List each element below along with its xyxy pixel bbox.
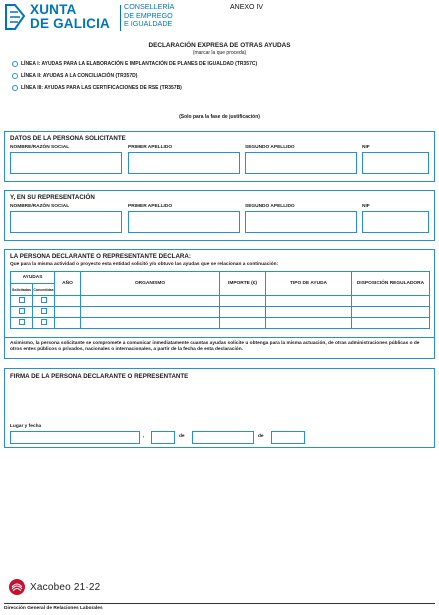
applicant-nif-input[interactable]: [362, 152, 429, 174]
year-input[interactable]: [271, 431, 305, 444]
header-solicitadas: Solicitadas: [11, 284, 33, 296]
representative-surname1-input[interactable]: [128, 211, 240, 233]
declaration-intro: Que para la misma actividad o proyecto esta entidad solicitó y/o obtuvo las ayudas que se relacionan a continuación:: [10, 262, 279, 267]
table-row: [11, 318, 430, 329]
declaration-section: [4, 249, 435, 359]
header-disposicion: DISPOSICIÓN REGULADORA: [352, 272, 430, 296]
tipo-cell[interactable]: [266, 296, 352, 307]
applicant-section: [4, 131, 435, 182]
header-ano: AÑO: [55, 272, 81, 296]
section-title: LA PERSONA DECLARANTE O REPRESENTANTE DECLARA:: [10, 253, 191, 260]
radio-icon[interactable]: [12, 85, 18, 91]
logo-department: CONSELLERÍA DE EMPREGO E IGUALDADE: [124, 2, 175, 29]
representative-surname2-input[interactable]: [245, 211, 357, 233]
logo-name: XUNTA DE GALICIA: [30, 2, 111, 31]
option-label: LÍNEA I: AYUDAS PARA LA ELABORACIÓN E IMPLANTACIÓN DE PLANES DE IGUALDAD (TR357C): [21, 61, 258, 67]
radio-icon[interactable]: [12, 73, 18, 79]
comma-separator: ,: [143, 434, 145, 439]
table-row: [11, 296, 430, 307]
de-separator: de: [179, 434, 185, 439]
section-title: DATOS DE LA PERSONA SOLICITANTE: [10, 135, 126, 142]
header-organismo: ORGANISMO: [81, 272, 220, 296]
month-input[interactable]: [192, 431, 254, 444]
header-importe: IMPORTE (€): [220, 272, 266, 296]
divider: [5, 337, 434, 338]
organismo-cell[interactable]: [81, 318, 220, 329]
concedida-checkbox[interactable]: [41, 297, 47, 303]
xunta-logo: [4, 3, 194, 35]
section-title: FIRMA DE LA PERSONA DECLARANTE O REPRESENTANTE: [10, 373, 189, 380]
solicitada-checkbox[interactable]: [19, 297, 25, 303]
document-title: DECLARACIÓN EXPRESA DE OTRAS AYUDAS: [148, 42, 291, 49]
field-label: NIF: [362, 204, 370, 209]
field-label: NIF: [362, 145, 370, 150]
footer-divider: [4, 603, 435, 604]
field-label: PRIMER APELLIDO: [128, 145, 173, 150]
option-line-1[interactable]: [12, 60, 257, 68]
header-concedidas: Concedidas: [33, 284, 55, 296]
table-row: [11, 307, 430, 318]
ano-cell[interactable]: [55, 307, 81, 318]
organismo-cell[interactable]: [81, 307, 220, 318]
option-label: LÍNEA III: AYUDAS PARA LAS CERTIFICACIONES DE RSE (TR357B): [21, 85, 182, 91]
radio-icon[interactable]: [12, 61, 18, 67]
aids-table: [10, 271, 430, 329]
phase-note: (Solo para la fase de justificación): [179, 114, 260, 120]
disposicion-cell[interactable]: [352, 307, 430, 318]
xacobeo-logo: [8, 577, 100, 597]
organismo-cell[interactable]: [81, 296, 220, 307]
solicitada-checkbox[interactable]: [19, 319, 25, 325]
document-subtitle: (marcar la que proceda): [192, 50, 247, 56]
representative-name-input[interactable]: [10, 211, 122, 233]
solicitada-checkbox[interactable]: [19, 308, 25, 314]
concedida-checkbox[interactable]: [41, 319, 47, 325]
ano-cell[interactable]: [55, 318, 81, 329]
footer-directorate: Dirección General de Relaciones Laborales: [4, 606, 103, 611]
place-date-label: Lugar y fecha: [10, 424, 42, 429]
importe-cell[interactable]: [220, 318, 266, 329]
representative-nif-input[interactable]: [362, 211, 429, 233]
applicant-surname2-input[interactable]: [245, 152, 357, 174]
field-label: PRIMER APELLIDO: [128, 204, 173, 209]
field-label: NOMBRE/RAZÓN SOCIAL: [10, 204, 70, 209]
de-separator: de: [258, 434, 264, 439]
annex-label: ANEXO IV: [230, 4, 264, 11]
field-label: SEGUNDO APELLIDO: [245, 204, 295, 209]
field-label: SEGUNDO APELLIDO: [245, 145, 295, 150]
tipo-cell[interactable]: [266, 318, 352, 329]
xacobeo-text: Xacobeo 21·22: [30, 581, 101, 593]
xacobeo-emblem-icon: [8, 578, 26, 596]
applicant-surname1-input[interactable]: [128, 152, 240, 174]
importe-cell[interactable]: [220, 307, 266, 318]
concedida-checkbox[interactable]: [41, 308, 47, 314]
xunta-emblem-icon: [4, 4, 26, 30]
applicant-name-input[interactable]: [10, 152, 122, 174]
field-label: NOMBRE/RAZÓN SOCIAL: [10, 145, 70, 150]
option-label: LÍNEA II: AYUDAS A LA CONCILIACIÓN (TR357D): [21, 73, 138, 79]
option-line-2[interactable]: [12, 72, 137, 80]
logo-divider: [120, 5, 121, 31]
signature-section: [4, 368, 435, 448]
section-title: Y, EN SU REPRESENTACIÓN: [10, 194, 95, 201]
day-input[interactable]: [151, 431, 175, 444]
header-tipo: TIPO DE AYUDA: [266, 272, 352, 296]
tipo-cell[interactable]: [266, 307, 352, 318]
disposicion-cell[interactable]: [352, 296, 430, 307]
representative-section: [4, 190, 435, 241]
disposicion-cell[interactable]: [352, 318, 430, 329]
option-line-3[interactable]: [12, 84, 182, 92]
ano-cell[interactable]: [55, 296, 81, 307]
header-ayudas: AYUDAS: [11, 272, 55, 284]
commitment-text: Asimismo, la persona solicitante se compromete a comunicar inmediatamente cuantas ayudas solicite u obtenga para la misma actuación, de otras administraciones públicas o de otros entes públicos o privados, nacionales o internacionales, a partir de la fecha de esta declaración.: [10, 341, 420, 352]
importe-cell[interactable]: [220, 296, 266, 307]
place-input[interactable]: [10, 431, 140, 444]
